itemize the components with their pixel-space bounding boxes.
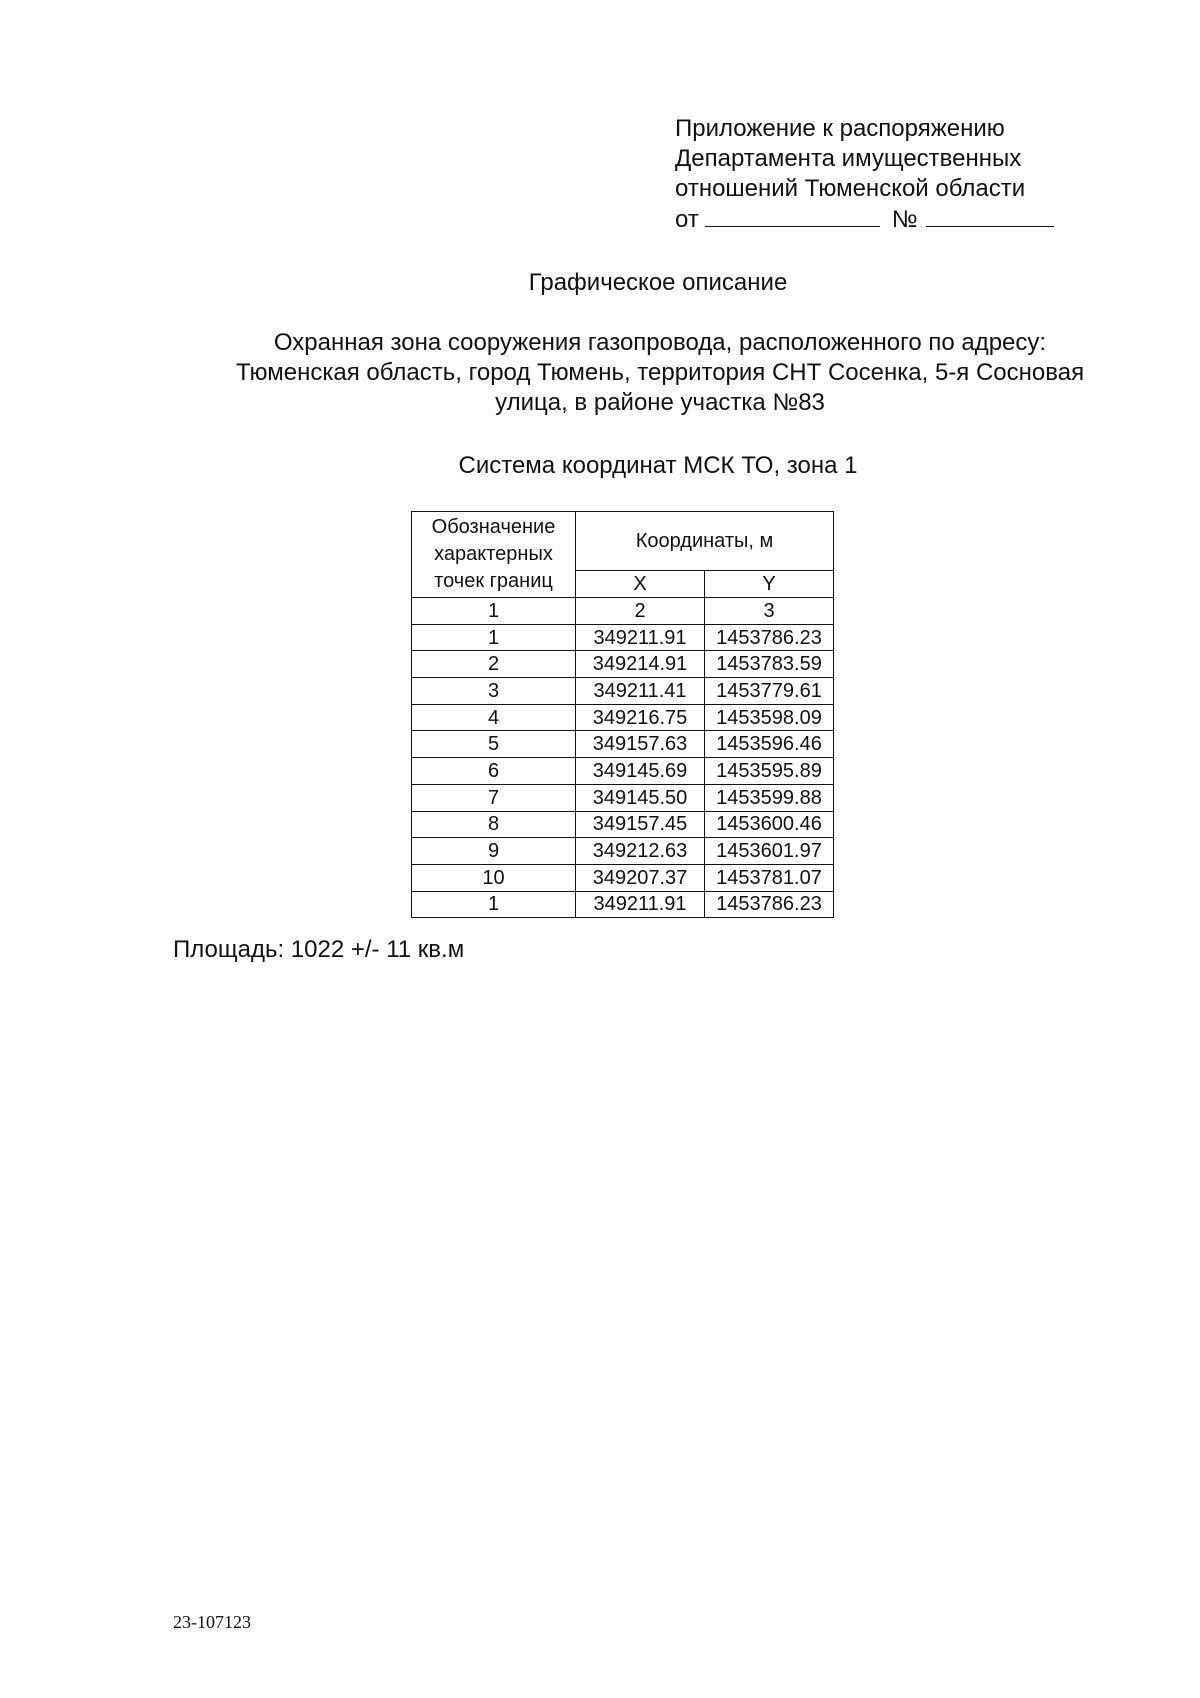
point-cell: 1 bbox=[412, 624, 576, 651]
document-number: 23-107123 bbox=[173, 1612, 251, 1632]
y-cell: 1453786.23 bbox=[705, 624, 834, 651]
point-cell: 2 bbox=[412, 651, 576, 678]
column-number: 2 bbox=[576, 598, 705, 625]
table-row bbox=[412, 838, 834, 865]
point-cell: 7 bbox=[412, 784, 576, 811]
table-row bbox=[412, 704, 834, 731]
coordinate-system: Система координат МСК ТО, зона 1 bbox=[458, 452, 858, 479]
y-cell: 1453601.97 bbox=[705, 838, 834, 865]
table-header-row bbox=[412, 512, 834, 571]
annex-from-label: от bbox=[675, 206, 699, 233]
y-cell: 1453779.61 bbox=[705, 678, 834, 705]
table-row bbox=[412, 864, 834, 891]
annex-date-number-line bbox=[675, 204, 1054, 235]
y-cell: 1453596.46 bbox=[705, 731, 834, 758]
y-cell: 1453598.09 bbox=[705, 704, 834, 731]
points-header-line-2: характерных bbox=[434, 543, 553, 565]
x-header: X bbox=[576, 571, 705, 598]
point-cell: 4 bbox=[412, 704, 576, 731]
column-number: 1 bbox=[412, 598, 576, 625]
point-cell: 9 bbox=[412, 838, 576, 865]
column-number: 3 bbox=[705, 598, 834, 625]
points-header bbox=[412, 512, 576, 598]
x-cell: 349145.69 bbox=[576, 758, 705, 785]
object-line-3: улица, в районе участка №83 bbox=[495, 389, 825, 416]
table-row bbox=[412, 651, 834, 678]
x-cell: 349216.75 bbox=[576, 704, 705, 731]
table-row bbox=[412, 678, 834, 705]
point-cell: 1 bbox=[412, 891, 576, 918]
point-cell: 5 bbox=[412, 731, 576, 758]
x-cell: 349211.91 bbox=[576, 624, 705, 651]
x-cell: 349214.91 bbox=[576, 651, 705, 678]
annex-line-2: Департамента имущественных bbox=[675, 145, 1022, 172]
y-cell: 1453786.23 bbox=[705, 891, 834, 918]
point-cell: 10 bbox=[412, 864, 576, 891]
x-cell: 349157.63 bbox=[576, 731, 705, 758]
x-cell: 349212.63 bbox=[576, 838, 705, 865]
object-line-2: Тюменская область, город Тюмень, территория СНТ Сосенка, 5-я Сосновая bbox=[235, 359, 1085, 386]
y-cell: 1453595.89 bbox=[705, 758, 834, 785]
annex-line-3: отношений Тюменской области bbox=[675, 175, 1026, 202]
point-cell: 8 bbox=[412, 811, 576, 838]
point-cell: 6 bbox=[412, 758, 576, 785]
y-header: Y bbox=[705, 571, 834, 598]
x-cell: 349207.37 bbox=[576, 864, 705, 891]
object-line-1: Охранная зона сооружения газопровода, расположенного по адресу: bbox=[273, 329, 1047, 356]
coords-header: Координаты, м bbox=[576, 512, 834, 571]
x-cell: 349211.91 bbox=[576, 891, 705, 918]
x-cell: 349157.45 bbox=[576, 811, 705, 838]
x-cell: 349211.41 bbox=[576, 678, 705, 705]
document-title: Графическое описание bbox=[528, 269, 788, 296]
annex-block bbox=[675, 114, 1054, 235]
table-row bbox=[412, 624, 834, 651]
table-row bbox=[412, 891, 834, 918]
table-row bbox=[412, 811, 834, 838]
y-cell: 1453600.46 bbox=[705, 811, 834, 838]
y-cell: 1453781.07 bbox=[705, 864, 834, 891]
column-number-row bbox=[412, 598, 834, 625]
number-blank bbox=[926, 204, 1054, 227]
points-header-line-1: Обозначение bbox=[431, 516, 556, 538]
point-cell: 3 bbox=[412, 678, 576, 705]
y-cell: 1453599.88 bbox=[705, 784, 834, 811]
date-blank bbox=[705, 204, 880, 227]
table-row bbox=[412, 758, 834, 785]
table-row bbox=[412, 784, 834, 811]
x-cell: 349145.50 bbox=[576, 784, 705, 811]
annex-number-label: № bbox=[891, 206, 918, 233]
annex-line-1: Приложение к распоряжению bbox=[675, 115, 1005, 142]
coordinates-table bbox=[411, 511, 834, 918]
area-label: Площадь: 1022 +/- 11 кв.м bbox=[173, 936, 465, 963]
points-header-line-3: точек границ bbox=[434, 570, 553, 592]
object-description bbox=[160, 328, 1160, 418]
y-cell: 1453783.59 bbox=[705, 651, 834, 678]
table-row bbox=[412, 731, 834, 758]
